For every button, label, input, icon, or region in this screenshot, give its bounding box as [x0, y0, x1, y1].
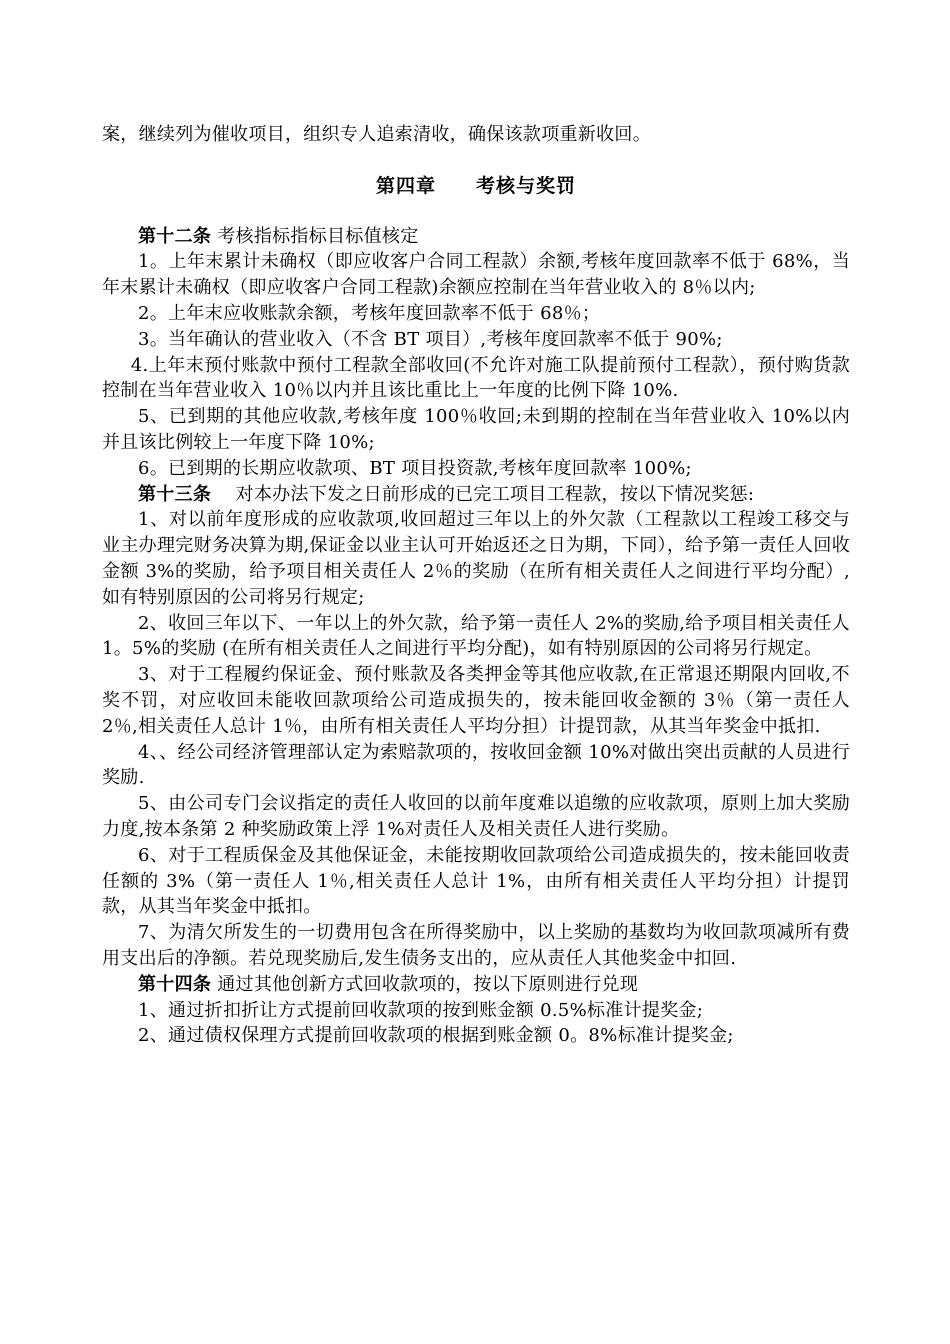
article-13-item-5: 5、由公司专门会议指定的责任人收回的以前年度难以追缴的应收款项，原则上加大奖励力度,按本条第 2 种奖励政策上浮 1%对责任人及相关责任人进行奖励。: [102, 793, 850, 840]
article-12-item-6: 6。已到期的长期应收款项、BT 项目投资款,考核年度回款率 100%;: [138, 457, 692, 479]
article-14-title: 第十四条: [138, 973, 212, 995]
chapter-number: 第四章: [375, 174, 436, 197]
article-12-item-1: 1。上年末累计未确权（即应收客户合同工程款）余额,考核年度回款率不低于 68%，当年末累计未确权（即应收客户合同工程款)余额应控制在当年营业收入的 8％以内;: [102, 251, 850, 299]
article-12-subject: 考核指标指标目标值核定: [211, 225, 419, 247]
chapter-title: 考核与奖罚: [476, 174, 577, 197]
document-body: [102, 122, 850, 1049]
article-13-item-3: 3、对于工程履约保证金、预付账款及各类押金等其他应收款,在正常退还期限内回收,不奖不罚，对应收回未能收回款项给公司造成损失的，按未能回收金额的 3％（第一责任人 2％,相关责任人总计 1％，由所有相关责任人平均分担）计提罚款，从其当年奖金中抵扣.: [102, 664, 850, 737]
article-12-item-3: 3。当年确认的营业收入（不含 BT 项目）,考核年度回款率不低于 90%;: [138, 328, 723, 350]
article-14-subject: 通过其他创新方式回收款项的，按以下原则进行兑现: [211, 973, 639, 995]
article-13-item-4: 4、、经公司经济管理部认定为索赔款项的，按收回金额 10%对做出突出贡献的人员进行奖励.: [102, 741, 850, 789]
article-13-subject: 对本办法下发之日前形成的已完工项目工程款，按以下情况奖惩:: [211, 483, 755, 505]
article-12-heading: [102, 224, 850, 250]
article-13-item-2: 2、收回三年以下、一年以上的外欠款，给予第一责任人 2%的奖励,给予项目相关责任人 1。5%的奖励 (在所有相关责任人之间进行平均分配)，如有特别原因的公司将另行规定。: [102, 612, 850, 660]
article-13-item-6: 6、对于工程质保金及其他保证金，未能按期收回款项给公司造成损失的，按未能回收责任额的 3%（第一责任人 1％,相关责任人总计 1%，由所有相关责任人平均分担）计提罚款，从其当年奖金中抵扣。: [102, 844, 850, 918]
article-12-item-5: 5、已到期的其他应收款,考核年度 100％收回;未到期的控制在当年营业收入 10%以内并且该比例较上一年度下降 10%;: [102, 406, 850, 453]
article-13-item-7: 7、为清欠所发生的一切费用包含在所得奖励中，以上奖励的基数均为收回款项减所有费用支出后的净额。若兑现奖励后,发生债务支出的，应从责任人其他奖金中扣回.: [102, 922, 850, 969]
article-13-heading: [102, 482, 850, 508]
article-14-item-2: 2、通过债权保理方式提前回收款项的根据到账金额 0。8%标准计提奖金;: [138, 1025, 734, 1047]
article-14-heading: [102, 972, 850, 998]
article-12-item-2: 2。上年末应收账款余额，考核年度回款率不低于 68％；: [138, 302, 601, 324]
article-12-title: 第十二条: [138, 225, 212, 247]
chapter-heading: [102, 174, 850, 200]
article-13-item-1: 1、对以前年度形成的应收款项,收回超过三年以上的外欠款（工程款以工程竣工移交与业主办理完财务决算为期,保证金以业主认可开始返还之日为期，下同），给予第一责任人回收金额 3%的奖励，给予项目相关责任人 2％的奖励（在所有相关责任人之间进行平均分配）,如有特别原因的公司将另行规定;: [102, 509, 850, 608]
article-14-item-1: 1、通过折扣折让方式提前回收款项的按到账金额 0.5%标准计提奖金;: [138, 999, 704, 1021]
article-13-title: 第十三条: [138, 483, 212, 505]
intro-paragraph: 案，继续列为催收项目，组织专人追索清收，确保该款项重新收回。: [102, 124, 651, 145]
article-12-item-4: 4.上年末预付账款中预付工程款全部收回(不允许对施工队提前预付工程款），预付购货款控制在当年营业收入 10％以内并且该比重比上一年度的比例下降 10%.: [102, 354, 850, 402]
